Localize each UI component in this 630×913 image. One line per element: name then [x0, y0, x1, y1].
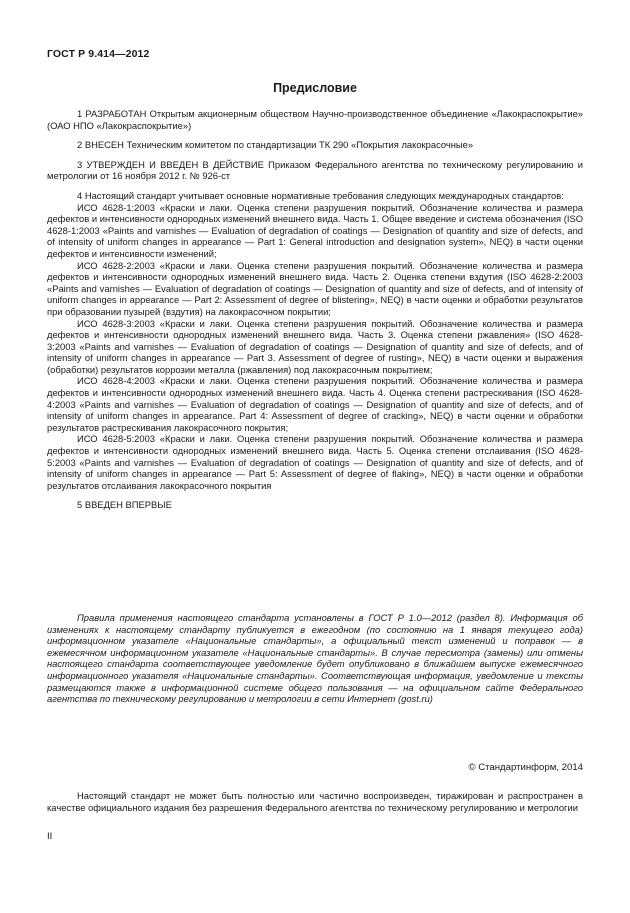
paragraph-introduced-by: 2 ВНЕСЕН Техническим комитетом по стандартизации ТК 290 «Покрытия лакокрасочные» [77, 139, 474, 151]
paragraph-iso-4628-2: ИСО 4628-2:2003 «Краски и лаки. Оценка степени разрушения покрытий. Обозначение количества и размера дефектов и интенсивности однородных изменений внешнего вида. Часть 2. Оценка степени вздутия (ISO 4628-2:2003 «Paints and varnishes — Evaluation of degradation of coatings — Designation of quantity and size of defects, and of intensity of uniform changes in appearance — Part 2: Assessment of degree of blistering», NEQ) в части оценки и обработки результатов при образовании пузырей (вздутия) на лакокрасочном покрытии; [47, 259, 583, 317]
paragraph-developed-by: 1 РАЗРАБОТАН Открытым акционерным обществом Научно-производственное объединение «Лакокраспокрытие» (ОАО НПО «Лакокраспокрытие») [47, 108, 583, 131]
paragraph-iso-4628-3: ИСО 4628-3:2003 «Краски и лаки. Оценка степени разрушения покрытий. Обозначение количества и размера дефектов и интенсивности однородных изменений внешнего вида. Часть 3. Оценка степени ржавления» (ISO 4628-3:2003 «Paints and varnishes — Evaluation of degradation of coatings — Designation of quantity and size of defects, and of intensity of uniform changes in appearance — Part 3. Assessment of degree of rusting», NEQ) в части оценки и выражения (обработки) результатов коррозии металла (ржавления) под лакокрасочным покрытием; [47, 317, 583, 375]
notice-text: Правила применения настоящего стандарта установлены в ГОСТ Р 1.0—2012 (раздел 8). Информация об изменениях к настоящему стандарту публикуется в ежегодном (по состоянию на 1 января текущего года) информационном указателе «Национальные стандарты», а официальный текст изменений и поправок — в ежемесячном информационном указателе «Национальные стандарты». В случае пересмотра (замены) или отмены настоящего стандарта соответствующее уведомление будет опубликовано в ближайшем выпуске ежемесячного информационного указателя «Национальные стандарты». Соответствующая информация, уведомление и тексты размещаются также в информационной системе общего пользования — на официальном сайте Федерального агентства по техническому регулированию и метрологии в сети Интернет (gost.ru) [47, 612, 583, 705]
reproduction-notice [47, 790, 583, 813]
paragraph-iso-4628-4: ИСО 4628-4:2003 «Краски и лаки. Оценка степени разрушения покрытий. Обозначение количества и размера дефектов и интенсивности однородных изменений внешнего вида. Часть 4. Оценка степени растрескивания (ISO 4628-4:2003 «Paints and varnishes — Evaluation of degradation of coatings — Designation of quantity and size of defects, and of intensity of uniform changes in appearance. Part 4: Assessment of degree of cracking», NEQ) в части оценки и обработки результатов растрескивания лакокрасочного покрытия; [47, 375, 583, 433]
section-title: Предисловие [273, 81, 357, 95]
document-header: ГОСТ Р 9.414—2012 [47, 48, 150, 60]
paragraph-iso-4628-5: ИСО 4628-5:2003 «Краски и лаки. Оценка степени разрушения покрытий. Обозначение количества и размера дефектов и интенсивности однородных изменений внешнего вида. Часть 5. Оценка степени отслаивания (ISO 4628-5:2003 «Paints and varnishes — Evaluation of degradation of coatings — Designation of quantity and size of defects, and of intensity of uniform changes in appearance — Part 5: Assessment of degree of flaking», NEQ) в части оценки и обработки результатов отслаивания лакокрасочного покрытия [47, 433, 583, 491]
application-rules-notice [47, 612, 583, 705]
foreword-body [47, 108, 583, 511]
copyright-line: © Стандартинформ, 2014 [468, 762, 583, 773]
paragraph-iso-4628-1: ИСО 4628-1:2003 «Краски и лаки. Оценка степени разрушения покрытий. Обозначение количества и размера дефектов и интенсивности однородных изменений внешнего вида. Часть 1. Общее введение и система обозначения (ISO 4628-1:2003 «Paints and varnishes — Evaluation of degradation of coatings — Designation of quantity and size of defects, and of intensity of uniform changes in appearance — Part 1: General introduction and designation system», NEQ) в части оценки дефектов и интенсивности изменений; [47, 201, 583, 259]
paragraph-introduced-first-time: 5 ВВЕДЕН ВПЕРВЫЕ [77, 499, 172, 511]
reproduction-text: Настоящий стандарт не может быть полностью или частично воспроизведен, тиражирован и распространен в качестве официального издания без разрешения Федерального агентства по техническому регулированию и метрологии [47, 790, 583, 813]
paragraph-approved: 3 УТВЕРЖДЕН И ВВЕДЕН В ДЕЙСТВИЕ Приказом Федерального агентства по техническому регулированию и метрологии от 16 ноября 2012 г. № 926-ст [47, 158, 583, 182]
paragraph-international-standards: 4 Настоящий стандарт учитывает основные нормативные требования следующих международных стандартов: [77, 189, 564, 201]
page-number: II [47, 831, 53, 842]
